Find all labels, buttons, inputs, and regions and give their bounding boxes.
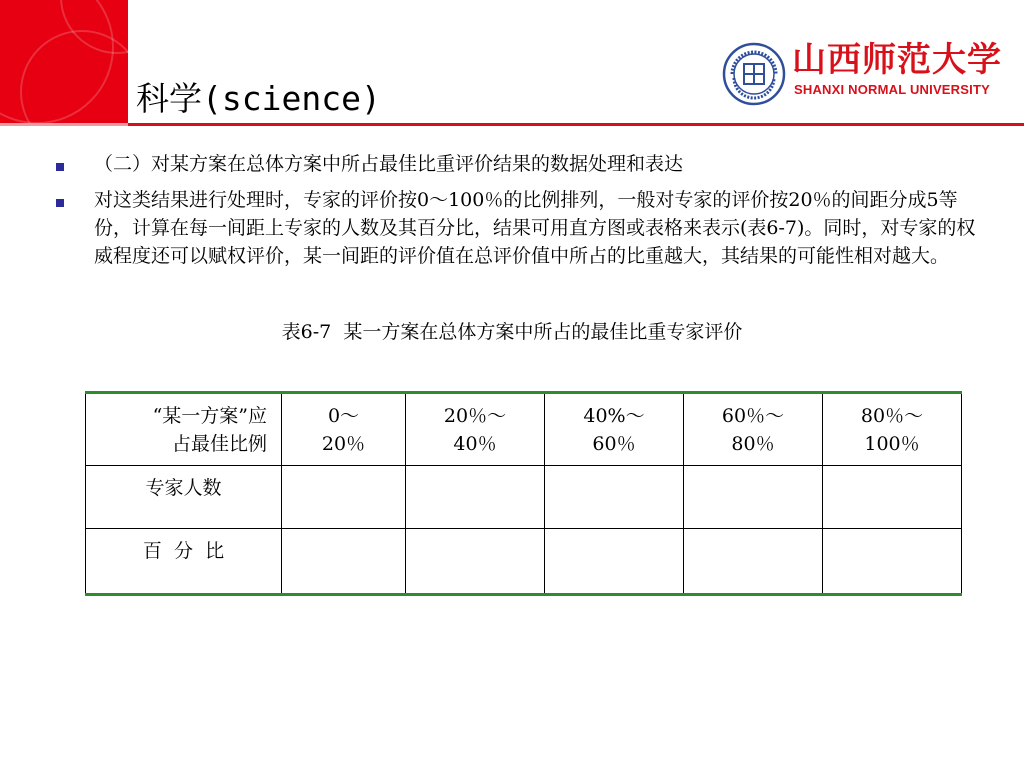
evaluation-table [85, 391, 962, 596]
table-header-row [86, 393, 962, 466]
table-cell [823, 529, 962, 595]
slide-title: 科学(science) [136, 79, 381, 118]
table-caption: 表6-7 某一方案在总体方案中所占的最佳比重专家评价 [281, 321, 743, 343]
table-cell [684, 529, 823, 595]
range-cell [545, 393, 684, 466]
logo-english-name: SHANXI NORMAL UNIVERSITY [794, 82, 990, 97]
range-start: 60％～ [721, 405, 785, 427]
bullet-text-1: （二）对某方案在总体方案中所占最佳比重评价结果的数据处理和表达 [94, 153, 684, 175]
bullet-text-2: 对这类结果进行处理时，专家的评价按0～100％的比例排列，一般对专家的评价按20％的间距分成5等份，计算在每一间距上专家的人数及其百分比，结果可用直方图或表格来表示(表6-7)。同时，对专家的权威程度还可以赋权评价，某一间距的评价值在总评价值中所占的比重越大，其结果的可能性相对越大。 [94, 189, 976, 267]
logo-chinese-name: 山西师范大学 [792, 40, 1002, 80]
table-cell [823, 466, 962, 529]
table-cell [406, 529, 545, 595]
university-seal-icon [722, 42, 786, 106]
range-end: 20％ [321, 433, 366, 455]
table-cell [282, 529, 406, 595]
header-label-line1: “某一方案”应 [152, 405, 267, 427]
range-cell [406, 393, 545, 466]
header-label-cell [86, 393, 282, 466]
title-underline [128, 123, 1024, 126]
table-cell [684, 466, 823, 529]
range-cell [684, 393, 823, 466]
table-cell [545, 466, 684, 529]
range-start: 0～ [327, 405, 360, 427]
row-label-expert-count: 专家人数 [86, 466, 282, 529]
red-corner-block [0, 0, 128, 123]
range-cell [282, 393, 406, 466]
title-underline-left [0, 123, 128, 126]
table-cell [282, 466, 406, 529]
range-end: 60％ [592, 433, 636, 455]
slide-header [0, 0, 1024, 128]
range-cell [823, 393, 962, 466]
bullet-marker-icon [56, 199, 64, 207]
table-row [86, 529, 962, 595]
range-end: 40％ [453, 433, 497, 455]
header-label-line2: 占最佳比例 [171, 433, 267, 455]
bullet-marker-icon [56, 163, 64, 171]
range-start: 20％～ [443, 405, 507, 427]
table-cell [545, 529, 684, 595]
range-start: 80％～ [860, 405, 924, 427]
range-start: 40%～ [583, 405, 645, 427]
row-label-percentage: 百 分 比 [86, 529, 282, 595]
table-row [86, 466, 962, 529]
range-end: 100％ [864, 433, 920, 455]
table-cell [406, 466, 545, 529]
range-end: 80％ [731, 433, 775, 455]
university-logo [722, 40, 1002, 106]
